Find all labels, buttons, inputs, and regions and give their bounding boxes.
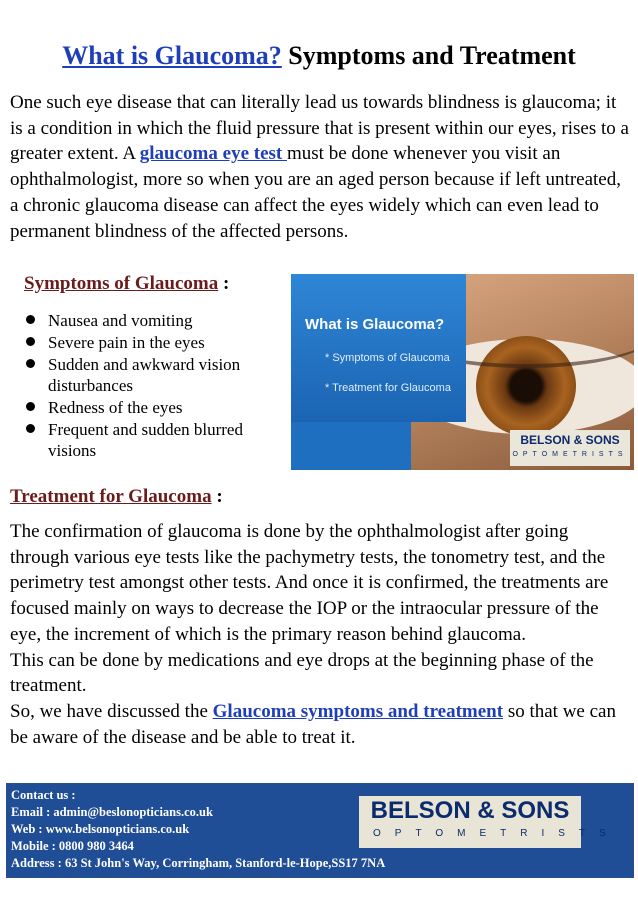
list-item — [22, 310, 284, 331]
list-item — [22, 397, 284, 418]
title-link[interactable]: What is Glaucoma? — [62, 41, 282, 70]
image-line-symptoms: * Symptoms of Glaucoma — [325, 352, 450, 364]
glaucoma-eye-test-link[interactable]: glaucoma eye test — [139, 143, 287, 165]
bullet-icon — [26, 402, 35, 411]
intro-paragraph — [10, 90, 632, 244]
treatment-p3-end: so that we can be aware of the disease and be able to treat it. — [10, 700, 616, 748]
glaucoma-eye-image — [291, 274, 634, 470]
bullet-icon — [26, 359, 35, 368]
image-brand-logo — [510, 430, 630, 466]
symptom-text: Nausea and vomiting — [48, 311, 193, 330]
image-title: What is Glaucoma? — [305, 316, 445, 333]
list-item — [22, 354, 284, 396]
contact-mobile: Mobile : 0800 980 3464 — [11, 839, 134, 853]
intro-text-end: must be done whenever you visit an ophthalmologist, more so when you are an aged person because if left untreated, a chronic glaucoma disease can affect the eyes widely which can even lead to permanent blindness of the affected persons. — [10, 143, 621, 242]
bullet-icon — [26, 315, 35, 324]
treatment-paragraph-2: This can be done by medications and eye drops at the beginning phase of the treatment. — [10, 649, 594, 697]
contact-box — [6, 783, 634, 878]
treatment-paragraph-3 — [10, 699, 632, 750]
symptoms-heading-text: Symptoms of Glaucoma — [24, 273, 219, 294]
bullet-icon — [26, 337, 35, 346]
symptoms-heading-colon: : — [218, 273, 230, 294]
treatment-paragraph-1: The confirmation of glaucoma is done by the ophthalmologist after going through various eye tests like the pachymetry tests, the tonometry test, and the perimetry test amongst other tests. And once it is confirmed, the treatments are focused mainly on ways to decrease the IOP or the intraocular pressure of the eye, the increment of which is the primary reason behind glaucoma. — [10, 521, 609, 645]
contact-web[interactable]: Web : www.belsonopticians.co.uk — [11, 822, 190, 836]
logo-name: BELSON & SONS — [370, 797, 570, 824]
symptoms-list — [22, 310, 284, 462]
image-brand-name: BELSON & SONS — [520, 433, 620, 447]
treatment-p3-start: So, we have discussed the — [10, 700, 213, 722]
list-item — [22, 419, 284, 461]
contact-email[interactable]: Email : admin@beslonopticians.co.uk — [11, 805, 213, 819]
image-brand-sub: OPTOMETRISTS — [512, 451, 628, 458]
contact-heading: Contact us : — [11, 788, 76, 802]
image-line-treatment: * Treatment for Glaucoma — [325, 382, 451, 394]
treatment-heading-colon: : — [211, 486, 223, 507]
symptom-text: Sudden and awkward vision disturbances — [48, 355, 241, 395]
glaucoma-symptoms-treatment-link[interactable]: Glaucoma symptoms and treatment — [212, 700, 504, 722]
symptoms-heading — [24, 272, 229, 296]
treatment-heading-text: Treatment for Glaucoma — [10, 486, 212, 507]
page-title — [0, 40, 638, 72]
contact-address: Address : 63 St John's Way, Corringham, Stanford-le-Hope,SS17 7NA — [11, 856, 386, 870]
intro-text-start: One such eye disease that can literally lead us towards blindness is glaucoma; it is a condition in which the fluid pressure that is present within our eyes, rises to a greater extent. A — [10, 92, 629, 165]
image-text-panel — [291, 274, 466, 422]
symptom-text: Redness of the eyes — [48, 398, 183, 417]
symptom-text: Severe pain in the eyes — [48, 333, 205, 352]
symptom-text: Frequent and sudden blurred visions — [48, 420, 243, 460]
logo-sub: OPTOMETRISTS — [373, 828, 620, 839]
bullet-icon — [26, 424, 35, 433]
treatment-text — [10, 519, 632, 750]
list-item — [22, 332, 284, 353]
belson-sons-logo — [359, 796, 620, 848]
title-rest: Symptoms and Treatment — [288, 41, 576, 70]
treatment-heading — [10, 485, 223, 509]
